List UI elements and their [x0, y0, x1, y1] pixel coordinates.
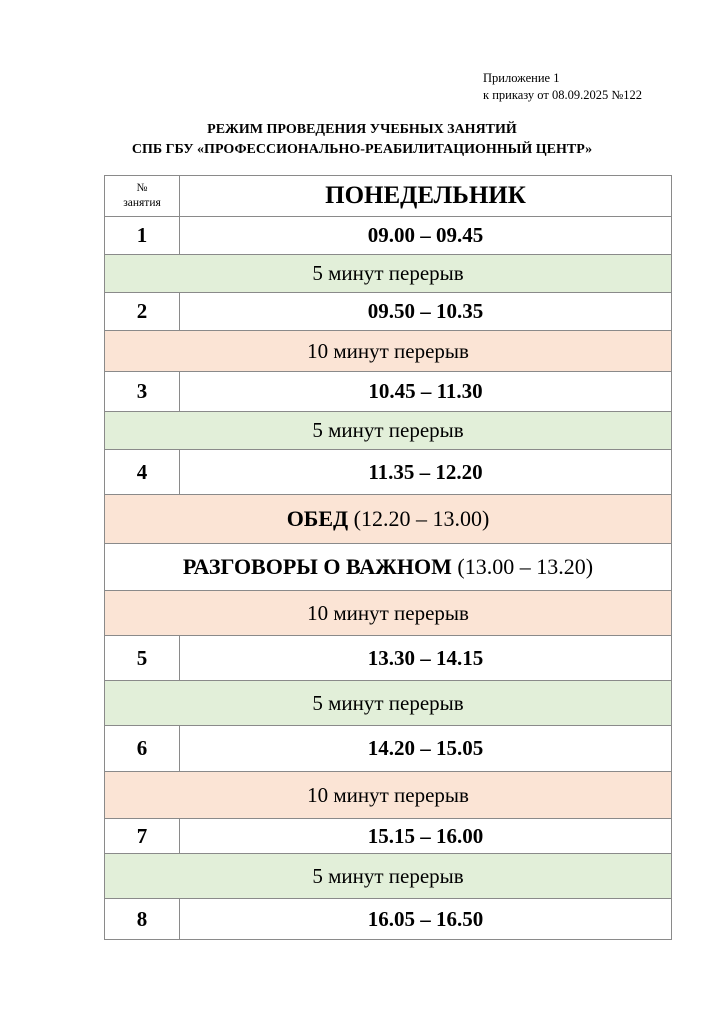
- talks-row: [105, 544, 672, 591]
- lesson-time: 13.30 – 14.15: [180, 636, 672, 681]
- lunch-row: [105, 495, 672, 544]
- lesson-row: [105, 726, 672, 772]
- break-label: 5 минут перерыв: [105, 681, 672, 726]
- break-row: [105, 591, 672, 636]
- break-row: [105, 331, 672, 372]
- lesson-row: [105, 636, 672, 681]
- break-label: 10 минут перерыв: [105, 331, 672, 372]
- lesson-row: [105, 450, 672, 495]
- break-row: [105, 681, 672, 726]
- lesson-row: [105, 899, 672, 940]
- break-label: 10 минут перерыв: [105, 772, 672, 819]
- lesson-number: 5: [105, 636, 180, 681]
- lesson-number: 4: [105, 450, 180, 495]
- break-row: [105, 854, 672, 899]
- lesson-number: 8: [105, 899, 180, 940]
- lesson-number: 2: [105, 293, 180, 331]
- lesson-label: занятия: [123, 197, 161, 209]
- break-label: 5 минут перерыв: [105, 854, 672, 899]
- break-label: 5 минут перерыв: [105, 255, 672, 293]
- lesson-row: [105, 372, 672, 412]
- lesson-time: 11.35 – 12.20: [180, 450, 672, 495]
- lesson-number: 7: [105, 819, 180, 854]
- lesson-time: 16.05 – 16.50: [180, 899, 672, 940]
- lunch-time: (12.20 – 13.00): [353, 506, 490, 531]
- talks-time: (13.00 – 13.20): [457, 554, 594, 579]
- number-sign: №: [136, 182, 148, 194]
- lesson-number: 1: [105, 217, 180, 255]
- lesson-time: 09.00 – 09.45: [180, 217, 672, 255]
- break-row: [105, 255, 672, 293]
- lesson-time: 14.20 – 15.05: [180, 726, 672, 772]
- break-row: [105, 772, 672, 819]
- lesson-row: [105, 217, 672, 255]
- day-header: ПОНЕДЕЛЬНИК: [180, 176, 672, 217]
- lesson-row: [105, 293, 672, 331]
- lesson-row: [105, 819, 672, 854]
- lunch-cell: [105, 495, 672, 544]
- lesson-time: 10.45 – 11.30: [180, 372, 672, 412]
- talks-label: РАЗГОВОРЫ О ВАЖНОМ: [182, 554, 452, 579]
- break-label: 5 минут перерыв: [105, 412, 672, 450]
- talks-cell: [105, 544, 672, 591]
- document-title-line-2: СПБ ГБУ «ПРОФЕССИОНАЛЬНО-РЕАБИЛИТАЦИОННЫЙ ЦЕНТР»: [131, 142, 593, 157]
- lesson-number-header: [105, 176, 180, 217]
- break-label: 10 минут перерыв: [105, 591, 672, 636]
- appendix-line-2: к приказу от 08.09.2025 №122: [483, 88, 643, 102]
- lunch-label: ОБЕД: [286, 506, 349, 531]
- table-header-row: [105, 176, 672, 217]
- lesson-number: 3: [105, 372, 180, 412]
- lesson-time: 09.50 – 10.35: [180, 293, 672, 331]
- appendix-note: [483, 70, 642, 104]
- lesson-number: 6: [105, 726, 180, 772]
- lesson-time: 15.15 – 16.00: [180, 819, 672, 854]
- appendix-line-1: Приложение 1: [483, 71, 560, 85]
- document-title-line-1: РЕЖИМ ПРОВЕДЕНИЯ УЧЕБНЫХ ЗАНЯТИЙ: [207, 122, 517, 137]
- schedule-table: [104, 175, 672, 940]
- break-row: [105, 412, 672, 450]
